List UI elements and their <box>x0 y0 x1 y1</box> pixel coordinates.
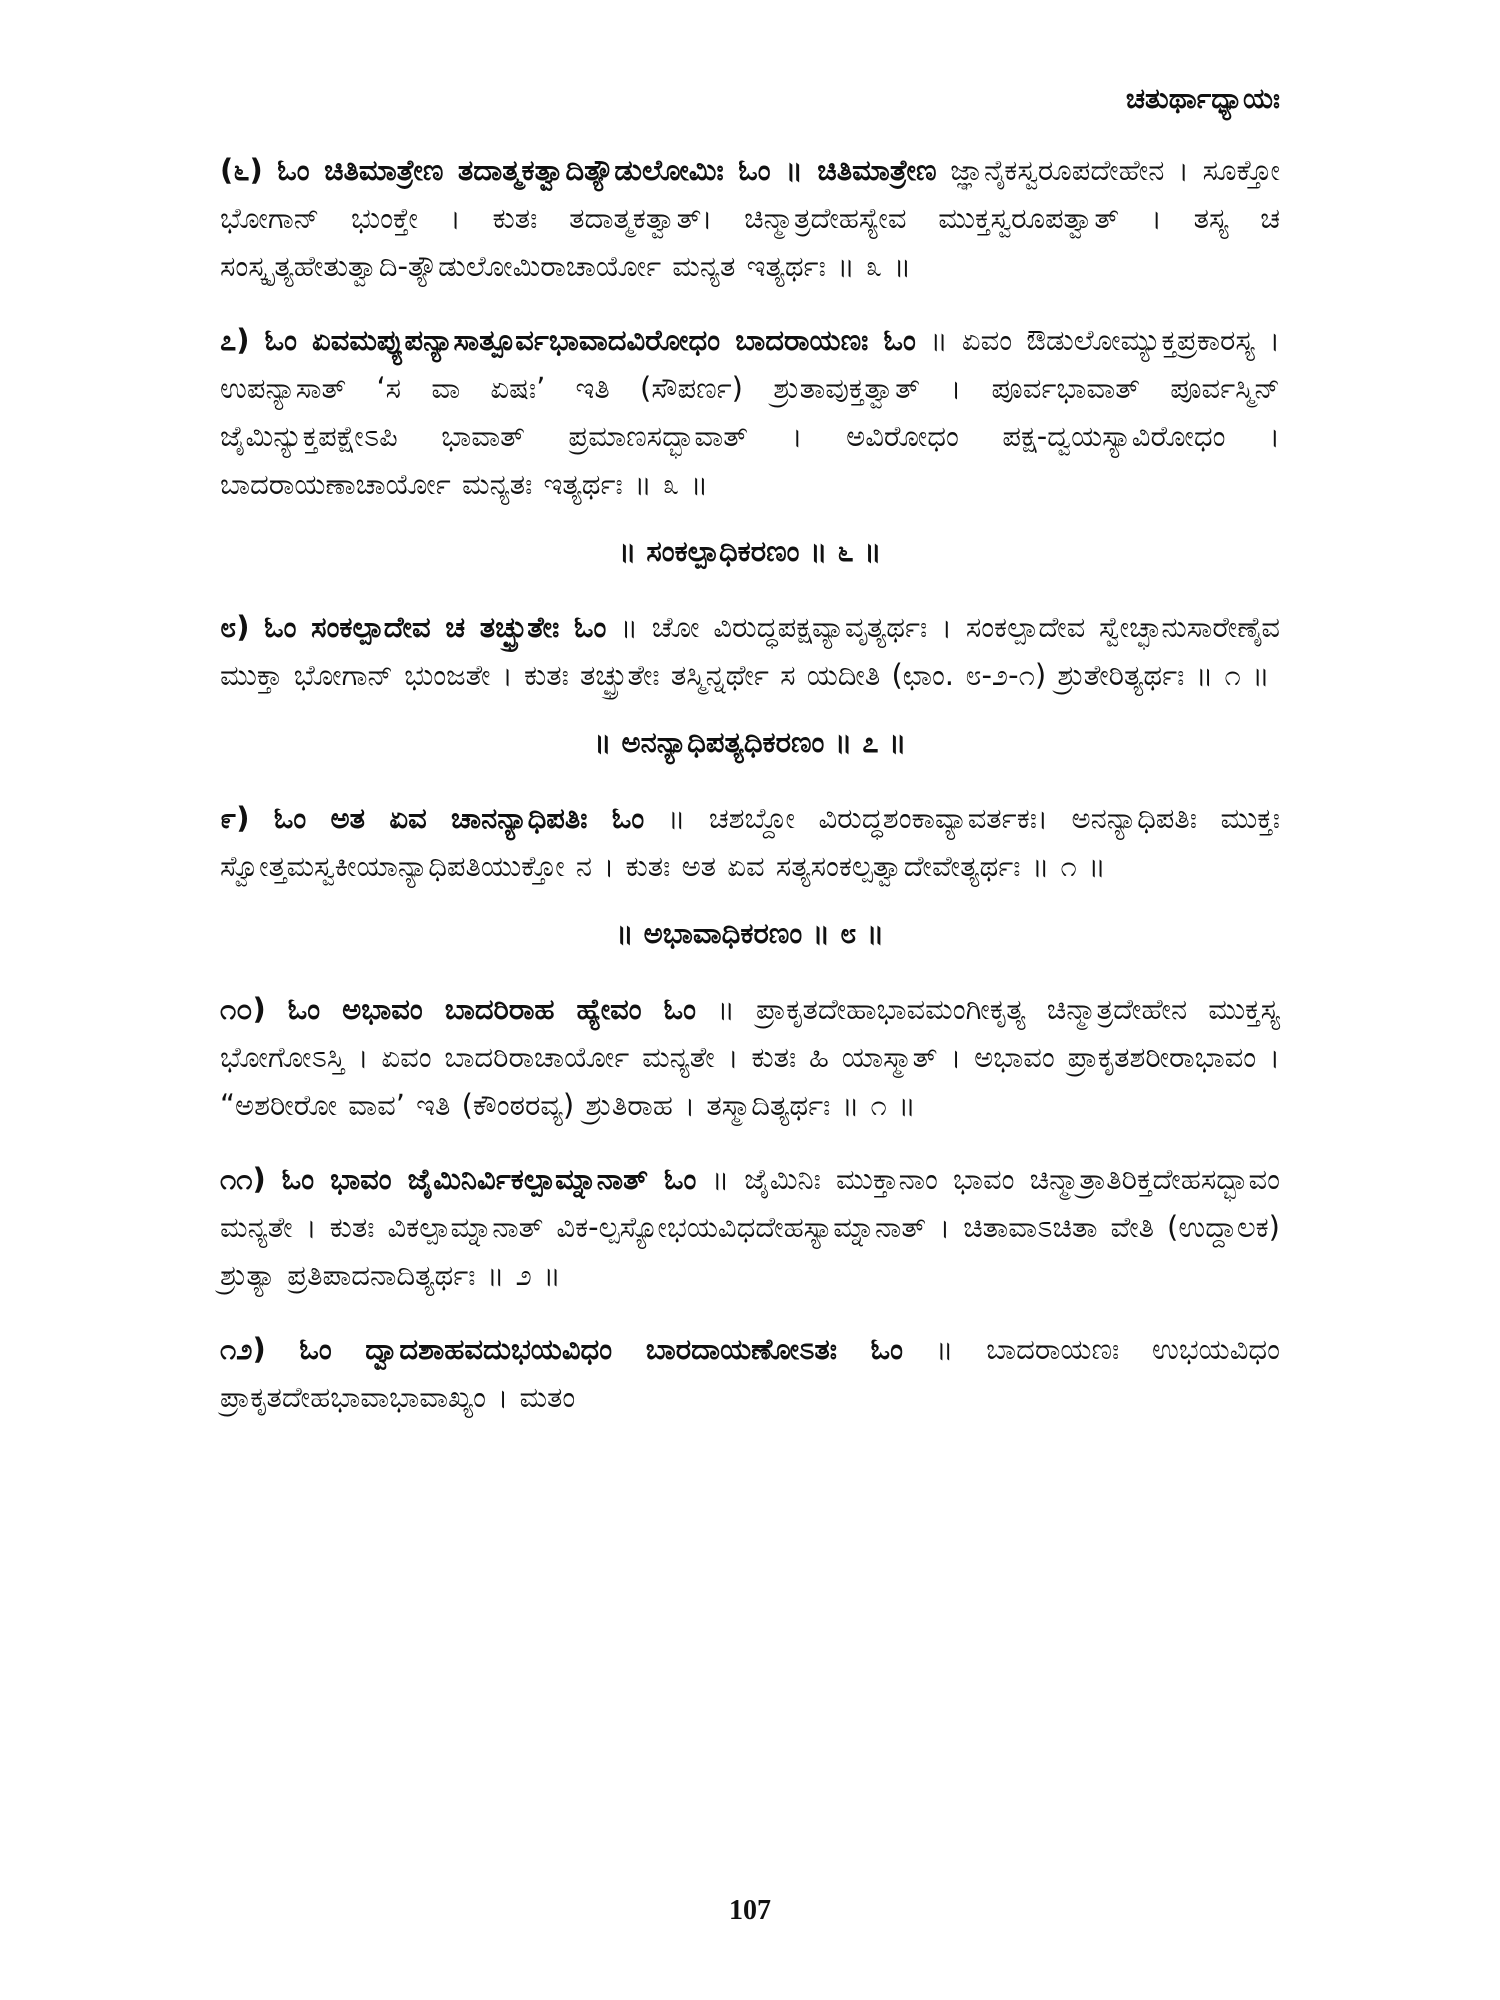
sutra-heading: ೧೦) ಓಂ ಅಭಾವಂ ಬಾದರಿರಾಹ ಹ್ಯೇವಂ ಓಂ <box>220 992 696 1026</box>
sutra-commentary: ॥ ಬಾದರಾಯಣಃ ಉಭಯವಿಧಂ ಪ್ರಾಕೃತದೇಹಭಾವಾಭಾವಾಖ್ಯಂ । ಮತಂ <box>220 1332 1280 1414</box>
running-header: ಚತುರ್ಥಾಧ್ಯಾಯಃ <box>1125 82 1280 115</box>
sutra-heading: ೮) ಓಂ ಸಂಕಲ್ಪಾದೇವ ಚ ತಚ್ಛ್ರುತೇಃ ಓಂ <box>220 610 607 644</box>
sutra-commentary: ॥ ಪ್ರಾಕೃತದೇಹಾಭಾವಮಂಗೀಕೃತ್ಯ ಚಿನ್ಮಾತ್ರದೇಹೇನ ಮುಕ್ತಸ್ಯ ಭೋಗೋಽಸ್ತಿ । ಏವಂ ಬಾದರಿರಾಚಾರ್ಯೋ ಮನ್ಯತೇ । ಕುತಃ ಹಿ ಯಾಸ್ಮಾತ್ । ಅಭಾವಂ ಪ್ರಾಕೃತಶರೀರಾಭಾವಂ । “ಅಶರೀರೋ ವಾವ’ ಇತಿ (ಕೌಂಠರವ್ಯ) ಶ್ರುತಿರಾಹ । ತಸ್ಮಾದಿತ್ಯರ್ಥಃ ॥ ೧ ॥ <box>220 992 1280 1122</box>
sutra-paragraph <box>220 1155 1280 1299</box>
page <box>220 60 1280 1960</box>
section-title: ॥ ಅನನ್ಯಾಧಿಪತ್ಯಧಿಕರಣಂ ॥ ೭ ॥ <box>593 725 907 759</box>
section-title: ॥ ಸಂಕಲ್ಪಾಧಿಕರಣಂ ॥ ೬ ॥ <box>618 534 882 568</box>
sutra-commentary: ॥ ಜೈಮಿನಿಃ ಮುಕ್ತಾನಾಂ ಭಾವಂ ಚಿನ್ಮಾತ್ರಾತಿರಿಕ್ತದೇಹಸದ್ಭಾವಂ ಮನ್ಯತೇ । ಕುತಃ ವಿಕಲ್ಪಾಮ್ನಾನಾತ್ ವಿಕ-ಲ್ಪಸ್ಯೋಭಯವಿಧದೇಹಸ್ಯಾಮ್ನಾನಾತ್ । ಚಿತಾವಾಽಚಿತಾ ವೇತಿ (ಉದ್ದಾಲಕ) ಶ್ರುತ್ಯಾ ಪ್ರತಿಪಾದನಾದಿತ್ಯರ್ಥಃ ॥ ೨ ॥ <box>220 1162 1280 1292</box>
sutra-paragraph <box>220 985 1280 1129</box>
sutra-commentary: ॥ ಚೋ ವಿರುದ್ಧಪಕ್ಷವ್ಯಾವೃತ್ಯರ್ಥಃ । ಸಂಕಲ್ಪಾದೇವ ಸ್ವೇಚ್ಛಾನುಸಾರೇಣೈವ ಮುಕ್ತಾ ಭೋಗಾನ್ ಭುಂಜತೇ । ಕುತಃ ತಚ್ಛ್ರುತೇಃ ತಸ್ಮಿನ್ನರ್ಥೇ ಸ ಯದೀತಿ (ಛಾಂ. ೮-೨-೧) ಶ್ರುತೇರಿತ್ಯರ್ಥಃ ॥ ೧ ॥ <box>220 610 1280 692</box>
sutra-paragraph <box>220 146 1280 290</box>
sutra-paragraph <box>220 794 1280 890</box>
sutra-commentary: ಜ್ಞಾನೈಕಸ್ವರೂಪದೇಹೇನ । ಸೂಕ್ತೋ ಭೋಗಾನ್ ಭುಂಕ್ತೇ । ಕುತಃ ತದಾತ್ಮಕತ್ವಾತ್। ಚಿನ್ಮಾತ್ರದೇಹಸ್ಯೇವ ಮುಕ್ತಸ್ವರೂಪತ್ವಾತ್ । ತಸ್ಯ ಚ ಸಂಸ್ಕೃತ್ಯಹೇತುತ್ವಾದಿ-ತ್ಯೌಡುಲೋಮಿರಾಚಾರ್ಯೋ ಮನ್ಯತ ಇತ್ಯರ್ಥಃ ॥ ೩ ॥ <box>220 153 1280 283</box>
sutra-commentary: ॥ ಏವಂ ಔಡುಲೋಮ್ಯುಕ್ತಪ್ರಕಾರಸ್ಯ । ಉಪನ್ಯಾಸಾತ್ ‘ಸ ವಾ ಏಷಃ’ ಇತಿ (ಸೌಪರ್ಣ) ಶ್ರುತಾವುಕ್ತತ್ವಾತ್ । ಪೂರ್ವಭಾವಾತ್ ಪೂರ್ವಸ್ಮಿನ್ ಜೈಮಿನ್ಯುಕ್ತಪಕ್ಷೇಽಪಿ ಭಾವಾತ್ ಪ್ರಮಾಣಸದ್ಭಾವಾತ್ । ಅವಿರೋಧಂ ಪಕ್ಷ-ದ್ವಯಸ್ಯಾವಿರೋಧಂ । ಬಾದರಾಯಣಾಚಾರ್ಯೋ ಮನ್ಯತಃ ಇತ್ಯರ್ಥಃ ॥ ೩ ॥ <box>220 323 1280 501</box>
page-content <box>220 146 1280 1421</box>
sutra-paragraph <box>220 1325 1280 1421</box>
sutra-heading: ೧೧) ಓಂ ಭಾವಂ ಜೈಮಿನಿರ್ವಿಕಲ್ಪಾಮ್ನಾನಾತ್ ಓಂ <box>220 1162 697 1196</box>
page-number: 107 <box>729 1895 771 1926</box>
sutra-heading: ೯) ಓಂ ಅತ ಏವ ಚಾನನ್ಯಾಧಿಪತಿಃ ಓಂ <box>220 801 645 835</box>
sutra-commentary: ॥ ಚಶಬ್ದೋ ವಿರುದ್ಧಶಂಕಾವ್ಯಾವರ್ತಕಃ। ಅನನ್ಯಾಧಿಪತಿಃ ಮುಕ್ತಃ ಸ್ವೋತ್ತಮಸ್ವಕೀಯಾನ್ಯಾಧಿಪತಿಯುಕ್ತೋ ನ । ಕುತಃ ಅತ ಏವ ಸತ್ಯಸಂಕಲ್ಪತ್ವಾದೇವೇತ್ಯರ್ಥಃ ॥ ೧ ॥ <box>220 801 1280 883</box>
sutra-heading: ೭) ಓಂ ಏವಮಪ್ಯುಪನ್ಯಾಸಾತ್ಪೂರ್ವಭಾವಾದವಿರೋಧಂ ಬಾದರಾಯಣಃ ಓಂ <box>220 323 916 357</box>
section-title: ॥ ಅಭಾವಾಧಿಕರಣಂ ॥ ೮ ॥ <box>615 916 885 950</box>
sutra-paragraph <box>220 316 1280 508</box>
sutra-paragraph <box>220 603 1280 699</box>
sutra-heading: (೬) ಓಂ ಚಿತಿಮಾತ್ರೇಣ ತದಾತ್ಮಕತ್ವಾದಿತ್ಯೌಡುಲೋಮಿಃ ಓಂ ॥ ಚಿತಿಮಾತ್ರೇಣ <box>220 153 937 187</box>
sutra-heading: ೧೨) ಓಂ ದ್ವಾದಶಾಹವದುಭಯವಿಧಂ ಬಾರದಾಯಣೋಽತಃ ಓಂ <box>220 1332 903 1366</box>
